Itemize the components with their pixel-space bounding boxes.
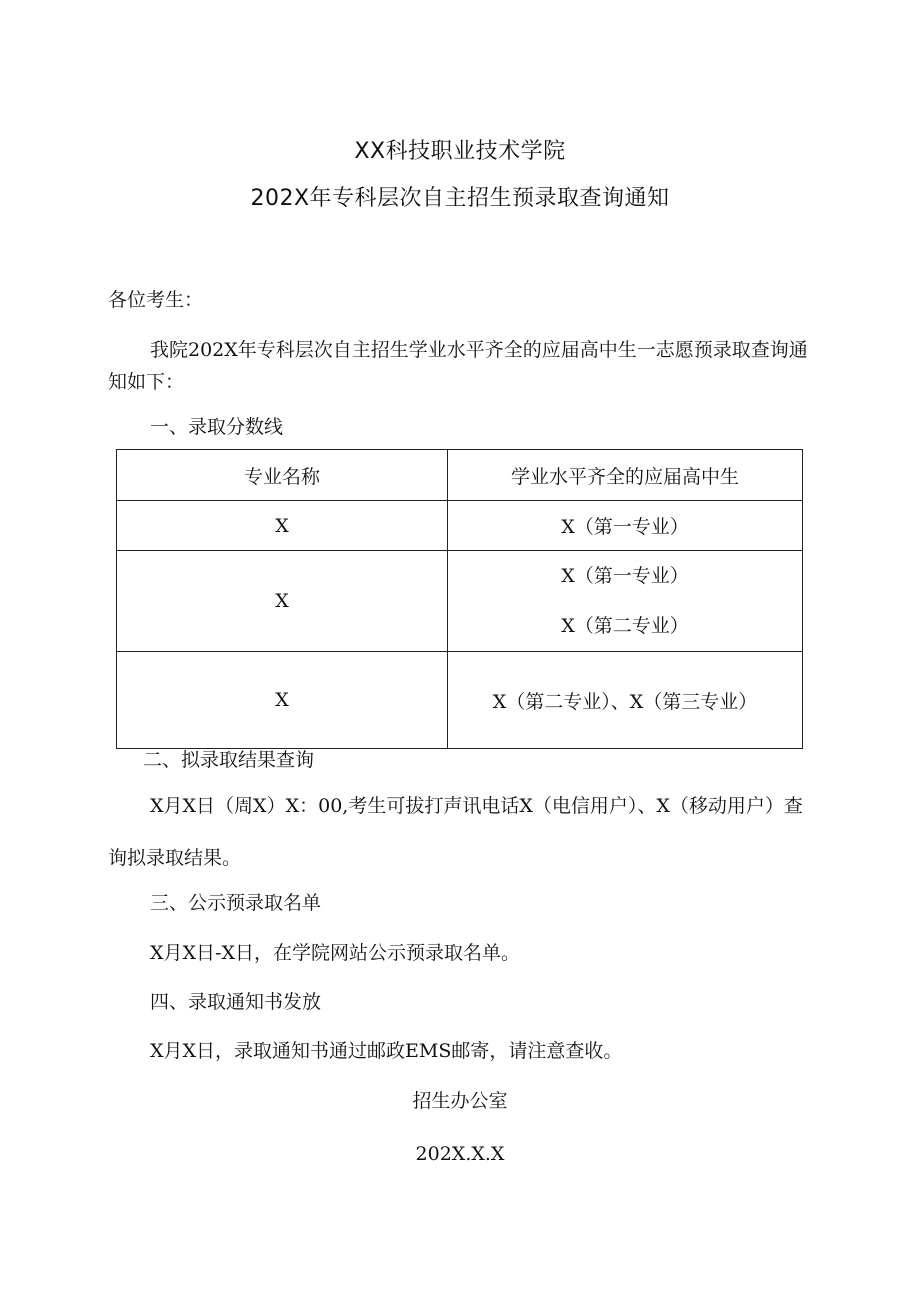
table-cell-major: X [117,652,448,749]
section-4-heading: 四、录取通知书发放 [150,991,322,1013]
score-table [116,449,803,749]
document-title-notice: 202X年专科层次自主招生预录取查询通知 [250,186,670,211]
section-2-heading: 二、拟录取结果查询 [143,749,315,771]
table-row [117,652,803,749]
table-cell-major: X [117,501,448,551]
table-cell-score: X（第二专业）、X（第三专业） [448,652,803,749]
document-title-school: XX科技职业技术学院 [354,139,566,164]
table-row [117,501,803,551]
section-2-body: X月X日（周X）X：00,考生可拔打声讯电话X（电信用户）、X（移动用户）查询拟录取结果。 [108,795,803,869]
table-row [117,551,803,652]
header-major-name: 专业名称 [117,450,448,501]
intro-paragraph: 我院202X年专科层次自主招生学业水平齐全的应届高中生一志愿预录取查询通知如下： [108,339,808,393]
score-line: X（第二专业） [561,615,689,637]
table-cell-score: X（第一专业） [448,501,803,551]
greeting: 各位考生： [108,289,204,311]
signature-date: 202X.X.X [415,1143,505,1165]
section-3-heading: 三、公示预录取名单 [150,892,322,914]
table-cell-major: X [117,551,448,652]
table-header-row [117,450,803,501]
section-4-body: X月X日，录取通知书通过邮政EMS邮寄，请注意查收。 [150,1040,623,1062]
score-line: X（第一专业） [561,565,689,587]
table-cell-score [448,551,803,652]
header-student-type: 学业水平齐全的应届高中生 [448,450,803,501]
section-1-heading: 一、录取分数线 [150,416,284,438]
signature-office: 招生办公室 [412,1090,508,1112]
section-3-body: X月X日-X日，在学院网站公示预录取名单。 [150,942,521,964]
